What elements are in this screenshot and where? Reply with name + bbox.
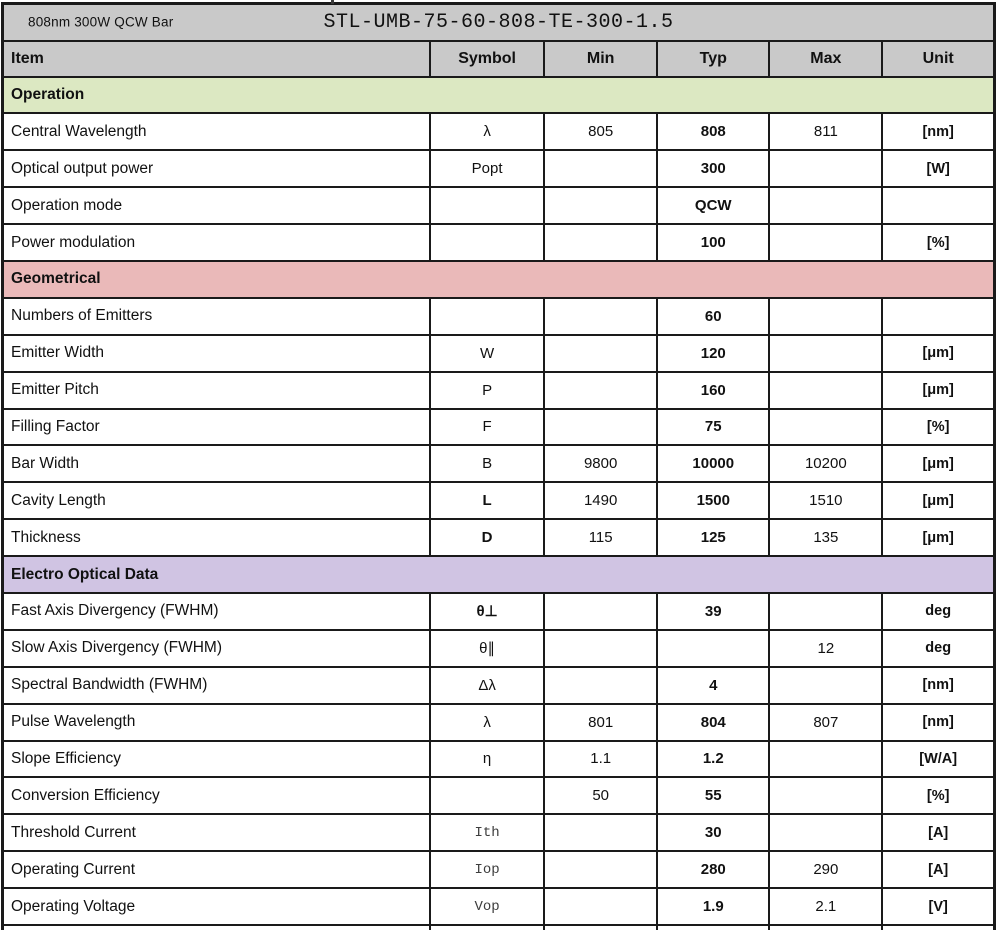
min-cell [544, 630, 657, 667]
table-row [3, 113, 995, 150]
unit-cell: [μm] [882, 519, 994, 556]
typ-cell: 120 [657, 335, 769, 372]
min-cell [544, 814, 657, 851]
item-cell: Fast Axis Divergency (FWHM) [3, 593, 431, 630]
unit-cell: [μm] [882, 482, 994, 519]
max-cell [769, 187, 882, 224]
unit-cell: [nm] [882, 113, 994, 150]
max-cell [769, 409, 882, 446]
item-cell: Emitter Pitch [3, 372, 431, 409]
symbol-cell: P [430, 372, 544, 409]
unit-cell: [A] [882, 851, 994, 888]
item-cell: Emitter Width [3, 335, 431, 372]
unit-cell: [μm] [882, 372, 994, 409]
item-cell: Filling Factor [3, 409, 431, 446]
table-row [3, 187, 995, 224]
item-cell: Slow Axis Divergency (FWHM) [3, 630, 431, 667]
item-cell: Pulse Wavelength [3, 704, 431, 741]
min-cell [544, 150, 657, 187]
symbol-cell: λ [430, 704, 544, 741]
symbol-cell: F [430, 409, 544, 446]
item-cell: Central Wavelength [3, 113, 431, 150]
min-cell [544, 593, 657, 630]
item-cell: Thickness [3, 519, 431, 556]
unit-cell: [μm] [882, 335, 994, 372]
symbol-cell: η [430, 741, 544, 778]
symbol-cell [430, 224, 544, 261]
symbol-cell [430, 187, 544, 224]
typ-cell: 300 [657, 150, 769, 187]
table-row [3, 372, 995, 409]
top-edge-divider-tick [331, 0, 334, 4]
table-row [3, 777, 995, 814]
item-cell: Conversion Efficiency [3, 777, 431, 814]
item-cell: Numbers of Emitters [3, 298, 431, 335]
item-cell: Operation mode [3, 187, 431, 224]
min-cell [544, 335, 657, 372]
typ-cell: 55 [657, 777, 769, 814]
symbol-cell: W [430, 335, 544, 372]
typ-cell: QCW [657, 187, 769, 224]
section-title: Electro Optical Data [3, 556, 995, 593]
empty-cell [657, 925, 769, 930]
item-cell: Slope Efficiency [3, 741, 431, 778]
min-cell [544, 224, 657, 261]
typ-cell: 280 [657, 851, 769, 888]
typ-cell: 39 [657, 593, 769, 630]
max-cell [769, 593, 882, 630]
table-row [3, 630, 995, 667]
item-cell: Threshold Current [3, 814, 431, 851]
unit-cell: [A] [882, 814, 994, 851]
symbol-cell: θ⊥ [430, 593, 544, 630]
max-cell [769, 224, 882, 261]
symbol-cell: B [430, 445, 544, 482]
typ-cell: 808 [657, 113, 769, 150]
max-cell [769, 741, 882, 778]
max-cell: 807 [769, 704, 882, 741]
typ-cell: 60 [657, 298, 769, 335]
max-cell [769, 777, 882, 814]
unit-cell: [%] [882, 777, 994, 814]
empty-cell [430, 925, 544, 930]
model-number: STL-UMB-75-60-808-TE-300-1.5 [323, 10, 674, 34]
max-cell [769, 372, 882, 409]
product-name: 808nm 300W QCW Bar [28, 14, 174, 30]
min-cell [544, 187, 657, 224]
symbol-cell: Popt [430, 150, 544, 187]
section-header-row [3, 77, 995, 114]
section-title: Geometrical [3, 261, 995, 298]
column-header-row [3, 41, 995, 77]
symbol-cell [430, 298, 544, 335]
table-row [3, 298, 995, 335]
typ-cell: 1.2 [657, 741, 769, 778]
unit-cell: deg [882, 630, 994, 667]
table-row [3, 704, 995, 741]
min-cell: 805 [544, 113, 657, 150]
table-row [3, 667, 995, 704]
table-row [3, 814, 995, 851]
min-cell: 1490 [544, 482, 657, 519]
max-cell: 135 [769, 519, 882, 556]
typ-cell: 75 [657, 409, 769, 446]
typ-cell: 100 [657, 224, 769, 261]
table-row [3, 482, 995, 519]
unit-cell: [V] [882, 888, 994, 925]
table-row [3, 335, 995, 372]
min-cell [544, 298, 657, 335]
max-cell [769, 667, 882, 704]
typ-cell [657, 630, 769, 667]
col-header-item: Item [3, 41, 431, 77]
min-cell [544, 372, 657, 409]
title-bar [3, 4, 995, 41]
symbol-cell: D [430, 519, 544, 556]
max-cell: 12 [769, 630, 882, 667]
table-row [3, 741, 995, 778]
col-header-symbol: Symbol [430, 41, 544, 77]
item-cell: Cavity Length [3, 482, 431, 519]
unit-cell: deg [882, 593, 994, 630]
col-header-unit: Unit [882, 41, 994, 77]
symbol-cell: Ith [430, 814, 544, 851]
table-row [3, 150, 995, 187]
max-cell [769, 150, 882, 187]
unit-cell: [μm] [882, 445, 994, 482]
min-cell [544, 409, 657, 446]
item-cell: Operating Current [3, 851, 431, 888]
unit-cell: [W/A] [882, 741, 994, 778]
section-header-row [3, 556, 995, 593]
symbol-cell: Δλ [430, 667, 544, 704]
empty-cell [882, 925, 994, 930]
typ-cell: 4 [657, 667, 769, 704]
min-cell: 50 [544, 777, 657, 814]
title-row [3, 4, 995, 41]
min-cell [544, 667, 657, 704]
typ-cell: 804 [657, 704, 769, 741]
symbol-cell [430, 777, 544, 814]
typ-cell: 10000 [657, 445, 769, 482]
col-header-max: Max [769, 41, 882, 77]
table-row [3, 409, 995, 446]
unit-cell [882, 187, 994, 224]
max-cell: 290 [769, 851, 882, 888]
unit-cell: [W] [882, 150, 994, 187]
symbol-cell: λ [430, 113, 544, 150]
min-cell [544, 888, 657, 925]
unit-cell: [%] [882, 224, 994, 261]
item-cell: Operating Voltage [3, 888, 431, 925]
min-cell: 801 [544, 704, 657, 741]
item-cell: Power modulation [3, 224, 431, 261]
spec-table-body [3, 77, 995, 930]
max-cell: 10200 [769, 445, 882, 482]
typ-cell: 125 [657, 519, 769, 556]
item-cell: Spectral Bandwidth (FWHM) [3, 667, 431, 704]
unit-cell: [nm] [882, 704, 994, 741]
min-cell [544, 851, 657, 888]
section-header-row [3, 261, 995, 298]
typ-cell: 160 [657, 372, 769, 409]
symbol-cell: Iop [430, 851, 544, 888]
table-row [3, 224, 995, 261]
max-cell: 1510 [769, 482, 882, 519]
unit-cell [882, 298, 994, 335]
typ-cell: 1.9 [657, 888, 769, 925]
max-cell: 811 [769, 113, 882, 150]
empty-cell [3, 925, 431, 930]
table-row [3, 851, 995, 888]
empty-cell [769, 925, 882, 930]
max-cell: 2.1 [769, 888, 882, 925]
max-cell [769, 814, 882, 851]
item-cell: Bar Width [3, 445, 431, 482]
max-cell [769, 335, 882, 372]
col-header-min: Min [544, 41, 657, 77]
typ-cell: 30 [657, 814, 769, 851]
item-cell: Optical output power [3, 150, 431, 187]
min-cell: 9800 [544, 445, 657, 482]
unit-cell: [nm] [882, 667, 994, 704]
table-row [3, 519, 995, 556]
min-cell: 1.1 [544, 741, 657, 778]
table-row [3, 445, 995, 482]
min-cell: 115 [544, 519, 657, 556]
max-cell [769, 298, 882, 335]
specification-table [1, 2, 996, 930]
symbol-cell: Vop [430, 888, 544, 925]
typ-cell: 1500 [657, 482, 769, 519]
empty-cell [544, 925, 657, 930]
symbol-cell: L [430, 482, 544, 519]
col-header-typ: Typ [657, 41, 769, 77]
unit-cell: [%] [882, 409, 994, 446]
table-row [3, 593, 995, 630]
symbol-cell: θ∥ [430, 630, 544, 667]
section-title: Operation [3, 77, 995, 114]
table-row [3, 888, 995, 925]
clipped-partial-row [3, 925, 995, 930]
